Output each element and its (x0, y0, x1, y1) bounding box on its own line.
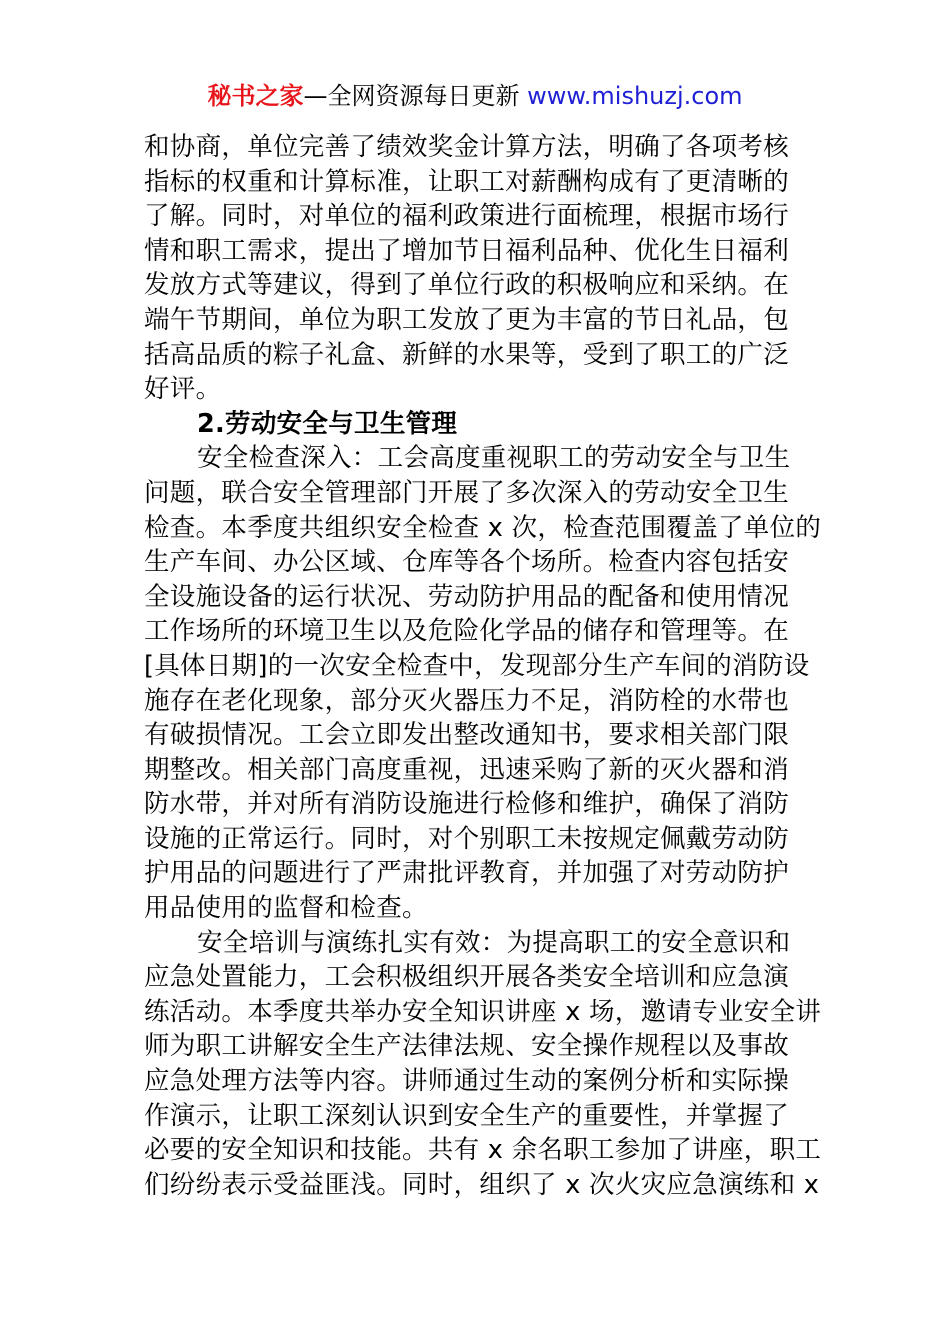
text-line: 工作场所的环境卫生以及危险化学品的储存和管理等。在 (144, 616, 790, 647)
text-line: 端午节期间，单位为职工发放了更为丰富的节日礼品，包 (144, 304, 790, 335)
text-line: 好评。 (144, 374, 222, 405)
text-line: 括高品质的粽子礼盒、新鲜的水果等，受到了职工的广泛 (144, 339, 790, 370)
text-line: 情和职工需求，提出了增加节日福利品种、优化生日福利 (144, 235, 790, 266)
text-line: [具体日期]的一次安全检查中，发现部分生产车间的消防设 (144, 650, 810, 681)
text-line: 防水带，并对所有消防设施进行检修和维护，确保了消防 (144, 789, 790, 820)
text-line: 安全检查深入：工会高度重视职工的劳动安全与卫生 (197, 443, 791, 474)
text-line: 期整改。相关部门高度重视，迅速采购了新的灭火器和消 (144, 754, 790, 785)
text-line: 和协商，单位完善了绩效奖金计算方法，明确了各项考核 (144, 132, 790, 162)
text-line: 练活动。本季度共举办安全知识讲座 x 场，邀请专业安全讲 (144, 996, 822, 1027)
text-line: 施存在老化现象，部分灭火器压力不足，消防栓的水带也 (144, 685, 790, 716)
text-line: 了解。同时，对单位的福利政策进行面梳理，根据市场行 (144, 201, 790, 232)
section-heading: 2.劳动安全与卫生管理 (197, 408, 458, 439)
text-line: 有破损情况。工会立即发出整改通知书，要求相关部门限 (144, 720, 790, 751)
text-line: 发放方式等建议，得到了单位行政的积极响应和采纳。在 (144, 270, 790, 301)
text-line: 设施的正常运行。同时，对个别职工未按规定佩戴劳动防 (144, 823, 790, 854)
text-line: 必要的安全知识和技能。共有 x 余名职工参加了讲座，职工 (144, 1135, 822, 1166)
document-body (144, 130, 822, 1202)
text-line: 用品使用的监督和检查。 (144, 893, 428, 924)
brand-name: 秘书之家 (207, 82, 304, 110)
text-line: 全设施设备的运行状况、劳动防护用品的配备和使用情况 (144, 581, 790, 612)
text-line: 应急处置能力，工会积极组织开展各类安全培训和应急演 (144, 962, 790, 993)
text-line: 指标的权重和计算标准，让职工对薪酬构成有了更清晰的 (144, 166, 790, 197)
page-header (0, 78, 950, 114)
text-line: 师为职工讲解安全生产法律法规、安全操作规程以及事故 (144, 1031, 790, 1062)
site-url[interactable]: www.mishuzj.com (527, 82, 743, 110)
header-tagline: —全网资源每日更新 (303, 82, 528, 110)
text-line: 作演示，让职工深刻认识到安全生产的重要性，并掌握了 (144, 1100, 790, 1131)
text-line: 问题，联合安全管理部门开展了多次深入的劳动安全卫生 (144, 477, 790, 508)
text-line: 护用品的问题进行了严肃批评教育，并加强了对劳动防护 (144, 858, 790, 889)
text-line: 生产车间、办公区域、仓库等各个场所。检查内容包括安 (144, 547, 790, 578)
text-line: 应急处理方法等内容。讲师通过生动的案例分析和实际操 (144, 1066, 790, 1097)
text-line: 检查。本季度共组织安全检查 x 次，检查范围覆盖了单位的 (144, 512, 822, 543)
text-line: 安全培训与演练扎实有效：为提高职工的安全意识和 (197, 927, 791, 958)
text-line: 们纷纷表示受益匪浅。同时，组织了 x 次火灾应急演练和 x (144, 1169, 820, 1200)
